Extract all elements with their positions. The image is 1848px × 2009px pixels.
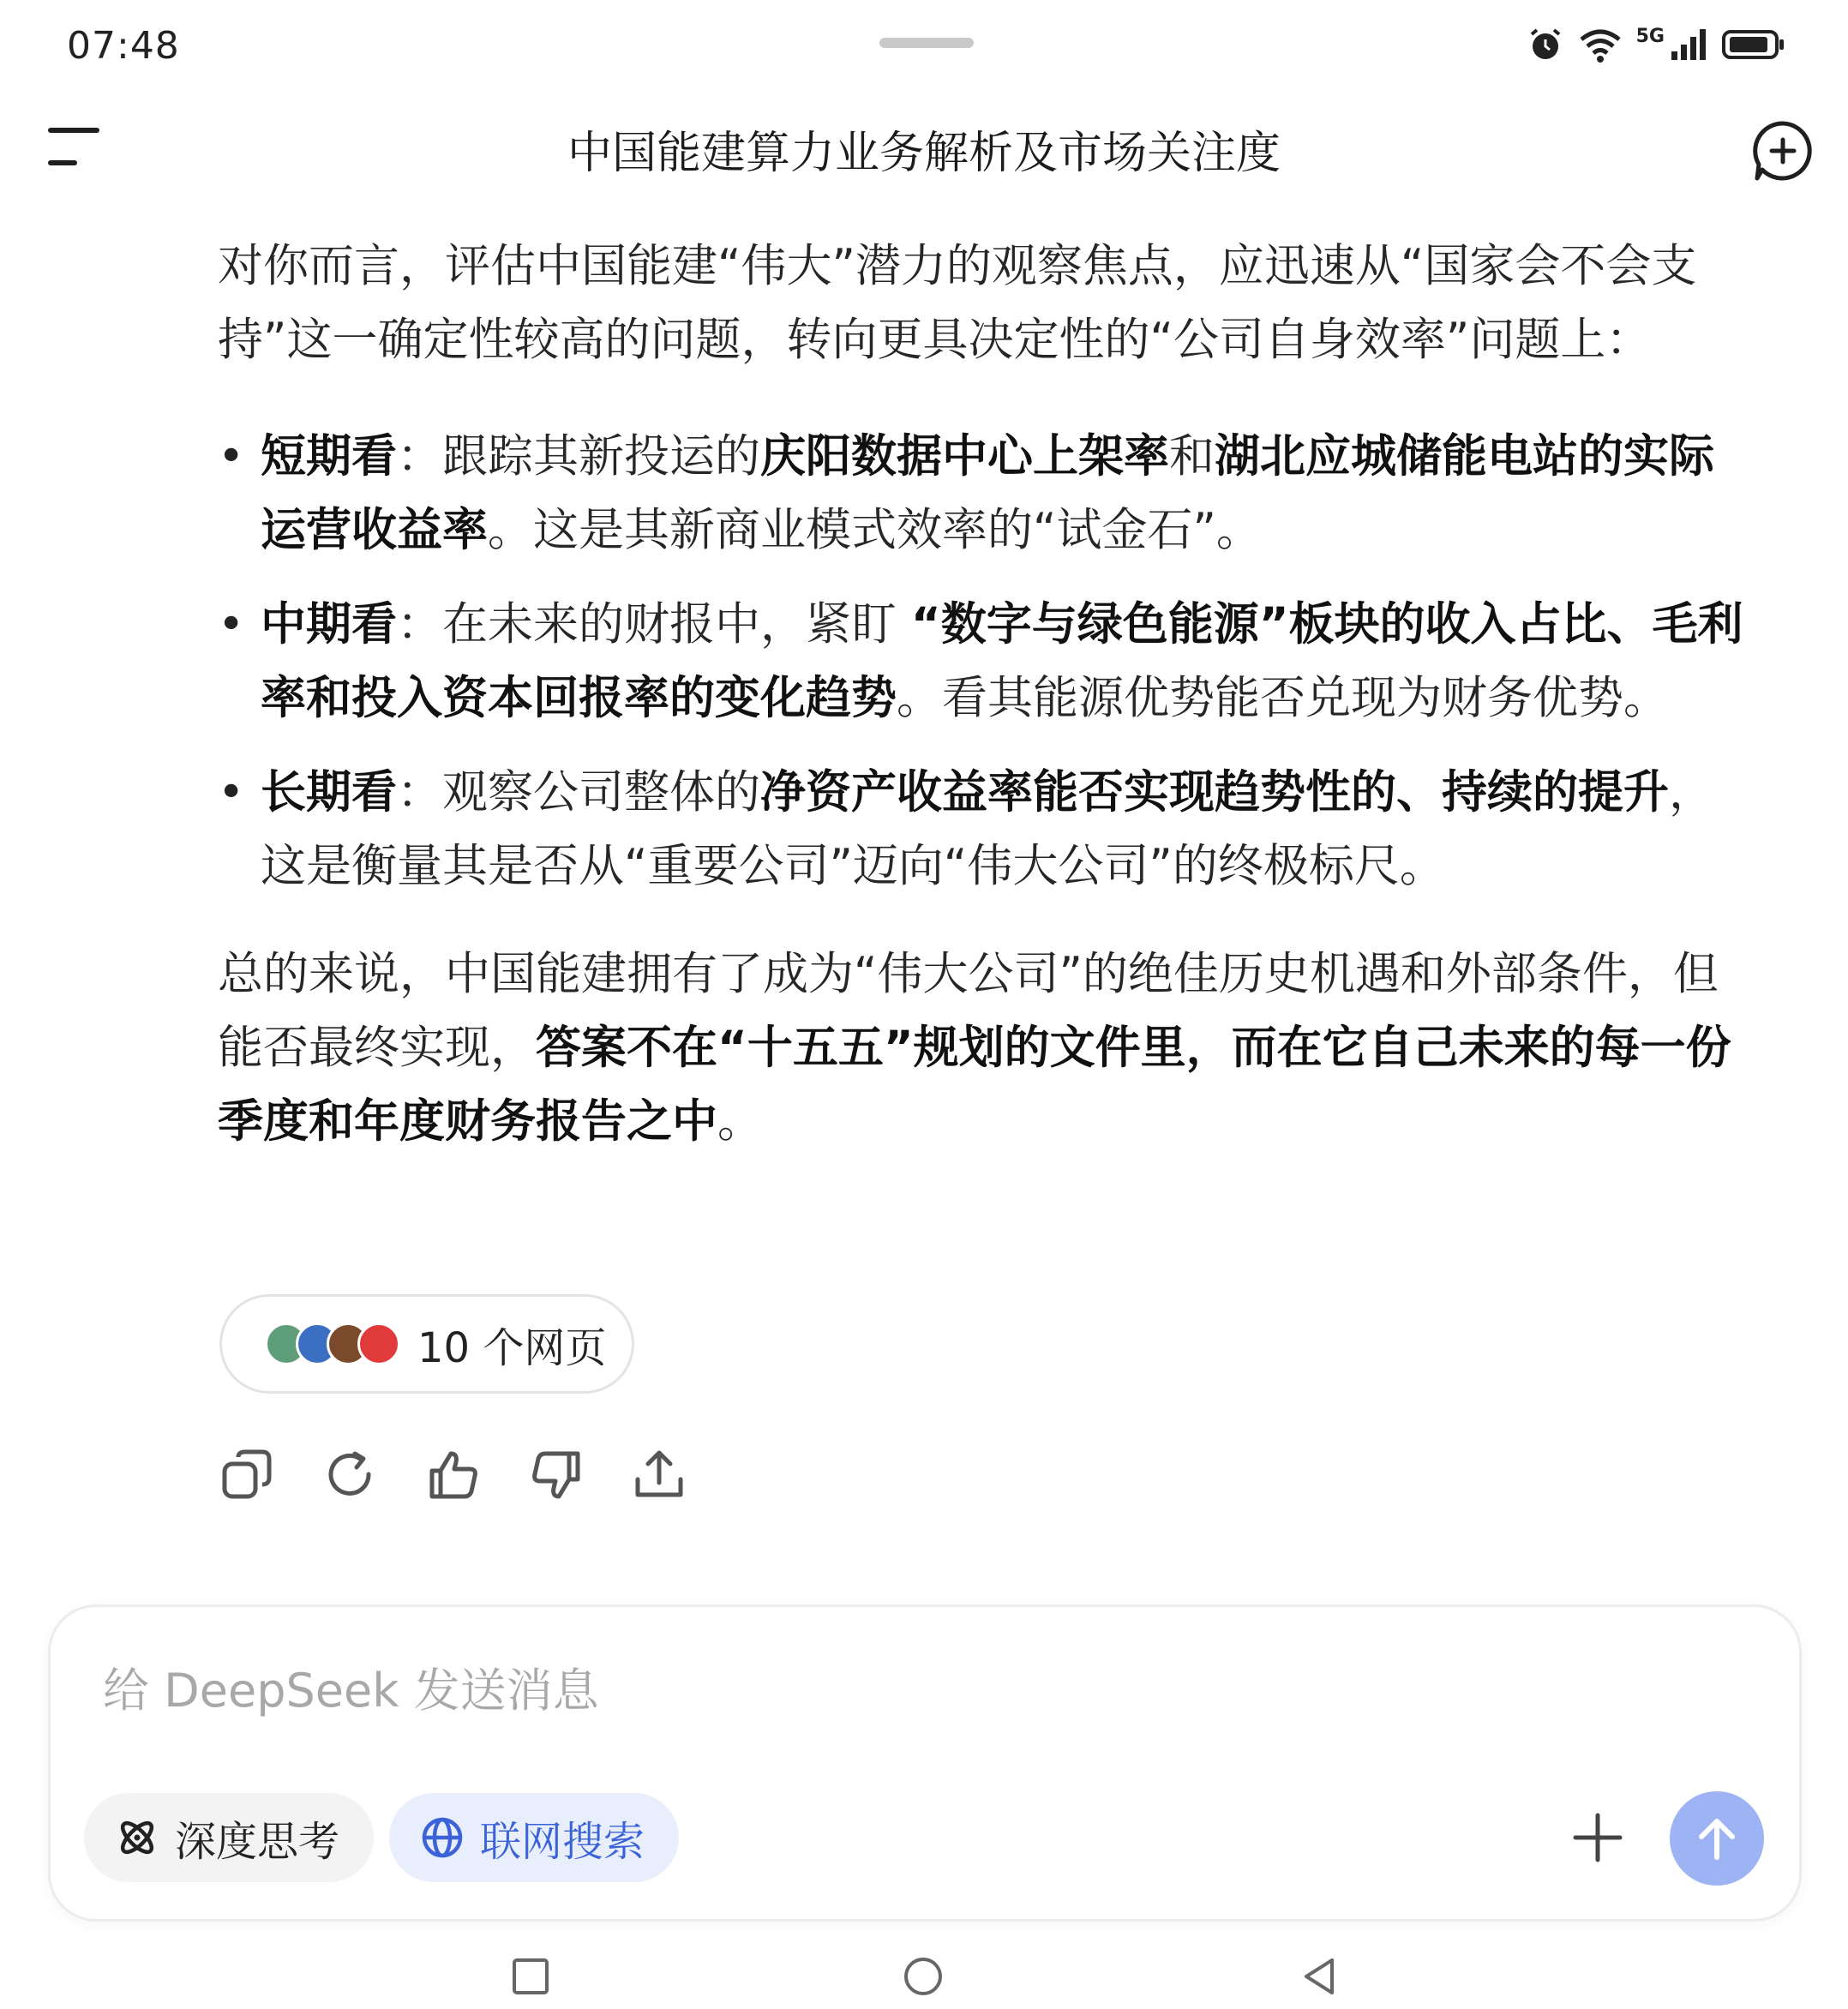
new-chat-icon (1749, 117, 1817, 185)
sources-label: 10 个网页 (417, 1323, 607, 1372)
send-button[interactable] (1670, 1791, 1764, 1886)
page-title: 中国能建算力业务解析及市场关注度 (567, 128, 1281, 179)
key-points-list (218, 420, 1752, 903)
sources-button[interactable] (219, 1294, 634, 1394)
network-type-label: 5G (1635, 26, 1665, 47)
back-button[interactable] (1299, 1957, 1339, 1996)
message-input[interactable]: 给 DeepSeek 发送消息 (103, 1664, 599, 1718)
atom-icon (115, 1815, 159, 1860)
status-icons (1527, 26, 1786, 63)
deep-think-label: 深度思考 (175, 1817, 340, 1866)
regenerate-icon[interactable] (324, 1448, 377, 1502)
conclusion-paragraph: 总的来说，中国能建拥有了成为“伟大公司”的绝佳历史机遇和外部条件，但能否最终实现，答案不在“十五五”规划的文件里，而在它自己未来的每一份季度和年度财务报告之中。 (218, 948, 1731, 1148)
arrow-up-icon (1693, 1814, 1741, 1862)
battery-icon (1721, 27, 1786, 62)
intro-paragraph: 对你而言，评估中国能建“伟大”潜力的观察焦点，应迅速从“国家会不会支持”这一确定性较高的问题，转向更具决定性的“公司自身效率”问题上： (218, 240, 1697, 366)
signal-icon (1670, 27, 1709, 62)
list-item: • 中期看：在未来的财报中，紧盯 “数字与绿色能源”板块的收入占比、毛利率和投入资本回报率的变化趋势。看其能源优势能否兑现为财务优势。 (218, 588, 1752, 735)
attach-button[interactable] (1570, 1810, 1625, 1865)
plus-icon (1570, 1810, 1625, 1865)
thumbs-down-icon[interactable] (530, 1448, 583, 1502)
copy-icon[interactable] (221, 1448, 274, 1502)
web-search-toggle[interactable] (389, 1793, 679, 1882)
recents-button[interactable] (511, 1957, 550, 1996)
message-actions (221, 1448, 686, 1502)
share-icon[interactable] (633, 1448, 686, 1502)
drag-handle[interactable] (879, 38, 974, 48)
answer-content (218, 230, 1752, 1159)
new-chat-button[interactable] (1749, 117, 1817, 185)
list-item: • 长期看：观察公司整体的净资产收益率能否实现趋势性的、持续的提升，这是衡量其是否从“重要公司”迈向“伟大公司”的终极标尺。 (218, 756, 1752, 903)
alarm-icon (1527, 26, 1564, 63)
home-button[interactable] (903, 1957, 943, 1996)
weibo-icon (357, 1322, 400, 1365)
deep-think-toggle[interactable] (84, 1793, 374, 1882)
source-favicons (265, 1318, 411, 1370)
globe-icon (420, 1815, 465, 1860)
list-item: • 短期看：跟踪其新投运的庆阳数据中心上架率和湖北应城储能电站的实际运营收益率。这是其新商业模式效率的“试金石”。 (218, 420, 1752, 567)
wifi-icon (1576, 26, 1624, 63)
thumbs-up-icon[interactable] (427, 1448, 480, 1502)
status-time: 07:48 (67, 24, 180, 68)
web-search-label: 联网搜索 (480, 1817, 645, 1866)
